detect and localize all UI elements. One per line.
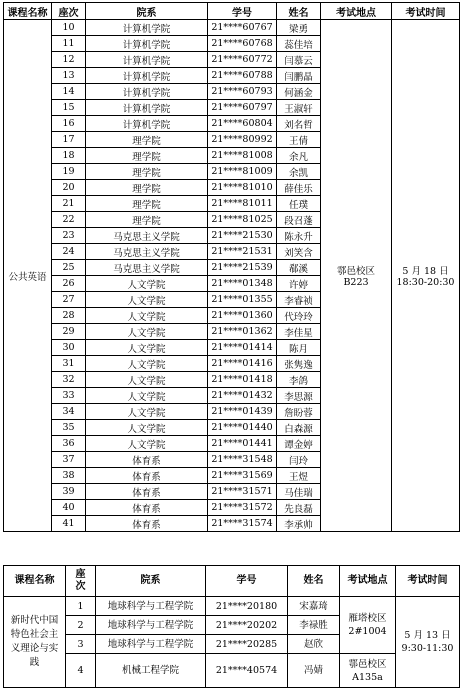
department-cell: 计算机学院	[86, 36, 208, 52]
student-id-cell: 21****31569	[208, 468, 277, 484]
seat-cell: 28	[52, 308, 86, 324]
student-id-cell: 21****21539	[208, 260, 277, 276]
department-cell: 人文学院	[86, 372, 208, 388]
seat-cell: 16	[52, 116, 86, 132]
student-name-cell: 张隽逸	[277, 356, 321, 372]
seat-cell: 40	[52, 500, 86, 516]
student-id-cell: 21****81025	[208, 212, 277, 228]
student-name-cell: 谭金婷	[277, 436, 321, 452]
seat-cell: 25	[52, 260, 86, 276]
student-name-cell: 李思源	[277, 388, 321, 404]
student-id-cell: 21****60793	[208, 84, 277, 100]
seat-cell: 36	[52, 436, 86, 452]
student-name-cell: 刘名哲	[277, 116, 321, 132]
student-id-cell: 21****31572	[208, 500, 277, 516]
seat-cell: 41	[52, 516, 86, 532]
department-cell: 计算机学院	[86, 116, 208, 132]
department-cell: 马克思主义学院	[86, 244, 208, 260]
seat-cell: 35	[52, 420, 86, 436]
student-id-cell: 21****40574	[206, 654, 288, 688]
seat-cell: 21	[52, 196, 86, 212]
student-name-cell: 余凯	[277, 164, 321, 180]
student-name-cell: 闫玲	[277, 452, 321, 468]
seat-cell: 31	[52, 356, 86, 372]
department-cell: 计算机学院	[86, 20, 208, 36]
department-cell: 体育系	[86, 452, 208, 468]
student-id-cell: 21****60804	[208, 116, 277, 132]
student-name-cell: 冯婧	[288, 654, 340, 688]
department-cell: 人文学院	[86, 356, 208, 372]
location-cell: 雁塔校区 2#1004	[340, 597, 396, 654]
student-name-cell: 许婷	[277, 276, 321, 292]
seat-cell: 3	[66, 635, 96, 654]
header-course: 课程名称	[4, 3, 52, 20]
student-name-cell: 薛佳乐	[277, 180, 321, 196]
student-id-cell: 21****81009	[208, 164, 277, 180]
student-id-cell: 21****01355	[208, 292, 277, 308]
exam-seating-table-english	[3, 2, 460, 532]
student-id-cell: 21****01416	[208, 356, 277, 372]
seat-cell: 29	[52, 324, 86, 340]
header-student-id: 学号	[206, 566, 288, 597]
seat-cell: 4	[66, 654, 96, 688]
table-row	[4, 20, 460, 36]
seat-cell: 10	[52, 20, 86, 36]
seat-cell: 22	[52, 212, 86, 228]
student-name-cell: 余凡	[277, 148, 321, 164]
seat-cell: 17	[52, 132, 86, 148]
department-cell: 理学院	[86, 148, 208, 164]
student-id-cell: 21****20180	[206, 597, 288, 616]
department-cell: 计算机学院	[86, 52, 208, 68]
department-cell: 马克思主义学院	[86, 228, 208, 244]
student-name-cell: 蕊佳培	[277, 36, 321, 52]
student-name-cell: 刘笑含	[277, 244, 321, 260]
student-name-cell: 段召蓬	[277, 212, 321, 228]
seat-cell: 12	[52, 52, 86, 68]
department-cell: 人文学院	[86, 420, 208, 436]
student-name-cell: 李鸽	[277, 372, 321, 388]
department-cell: 计算机学院	[86, 68, 208, 84]
student-id-cell: 21****60767	[208, 20, 277, 36]
student-id-cell: 21****01414	[208, 340, 277, 356]
student-id-cell: 21****01440	[208, 420, 277, 436]
department-cell: 人文学院	[86, 276, 208, 292]
student-name-cell: 陈月	[277, 340, 321, 356]
department-cell: 马克思主义学院	[86, 260, 208, 276]
department-cell: 体育系	[86, 468, 208, 484]
department-cell: 理学院	[86, 180, 208, 196]
header-department: 院系	[96, 566, 206, 597]
seat-cell: 15	[52, 100, 86, 116]
time-cell: 5 月 13 日 9:30-11:30	[396, 597, 460, 688]
header-location: 考试地点	[321, 3, 392, 20]
seat-cell: 38	[52, 468, 86, 484]
seat-cell: 24	[52, 244, 86, 260]
student-name-cell: 宋嘉琦	[288, 597, 340, 616]
student-id-cell: 21****01418	[208, 372, 277, 388]
department-cell: 人文学院	[86, 404, 208, 420]
table-header-row	[4, 3, 460, 20]
location-cell: 鄠邑校区 B223	[321, 20, 392, 532]
student-name-cell: 马佳瑞	[277, 484, 321, 500]
location-cell: 鄠邑校区 A135a	[340, 654, 396, 688]
seat-cell: 33	[52, 388, 86, 404]
student-id-cell: 21****60768	[208, 36, 277, 52]
header-course: 课程名称	[4, 566, 66, 597]
student-id-cell: 21****20202	[206, 616, 288, 635]
department-cell: 地球科学与工程学院	[96, 616, 206, 635]
seat-cell: 32	[52, 372, 86, 388]
department-cell: 人文学院	[86, 436, 208, 452]
seat-cell: 13	[52, 68, 86, 84]
student-name-cell: 李睿祯	[277, 292, 321, 308]
course-name-cell: 公共英语	[4, 20, 52, 532]
student-id-cell: 21****31571	[208, 484, 277, 500]
header-seat: 座次	[66, 566, 96, 597]
seat-cell: 19	[52, 164, 86, 180]
student-id-cell: 21****31548	[208, 452, 277, 468]
student-name-cell: 闫鹏晶	[277, 68, 321, 84]
student-id-cell: 21****60788	[208, 68, 277, 84]
department-cell: 机械工程学院	[96, 654, 206, 688]
student-id-cell: 21****21531	[208, 244, 277, 260]
student-id-cell: 21****20285	[206, 635, 288, 654]
time-cell: 5 月 18 日 18:30-20:30	[392, 20, 460, 532]
student-id-cell: 21****01360	[208, 308, 277, 324]
seat-cell: 2	[66, 616, 96, 635]
student-id-cell: 21****01439	[208, 404, 277, 420]
seat-cell: 20	[52, 180, 86, 196]
student-name-cell: 王淑轩	[277, 100, 321, 116]
seat-cell: 11	[52, 36, 86, 52]
department-cell: 计算机学院	[86, 100, 208, 116]
student-name-cell: 何涵金	[277, 84, 321, 100]
student-id-cell: 21****01441	[208, 436, 277, 452]
student-id-cell: 21****21530	[208, 228, 277, 244]
student-name-cell: 赵欣	[288, 635, 340, 654]
student-name-cell: 郗溪	[277, 260, 321, 276]
student-name-cell: 梁勇	[277, 20, 321, 36]
header-name: 姓名	[288, 566, 340, 597]
student-id-cell: 21****01432	[208, 388, 277, 404]
department-cell: 理学院	[86, 132, 208, 148]
seat-cell: 30	[52, 340, 86, 356]
department-cell: 人文学院	[86, 324, 208, 340]
department-cell: 体育系	[86, 516, 208, 532]
seat-cell: 27	[52, 292, 86, 308]
header-department: 院系	[86, 3, 208, 20]
student-id-cell: 21****60772	[208, 52, 277, 68]
student-name-cell: 先良磊	[277, 500, 321, 516]
seat-cell: 34	[52, 404, 86, 420]
seat-cell: 39	[52, 484, 86, 500]
student-name-cell: 代玲玲	[277, 308, 321, 324]
department-cell: 体育系	[86, 500, 208, 516]
student-id-cell: 21****60797	[208, 100, 277, 116]
header-student-id: 学号	[208, 3, 277, 20]
student-name-cell: 李禄胜	[288, 616, 340, 635]
student-name-cell: 王倩	[277, 132, 321, 148]
student-id-cell: 21****01348	[208, 276, 277, 292]
student-id-cell: 21****81010	[208, 180, 277, 196]
table-row	[4, 597, 460, 616]
seat-cell: 14	[52, 84, 86, 100]
table-row	[4, 654, 460, 688]
department-cell: 理学院	[86, 196, 208, 212]
exam-seating-table-ideology	[3, 565, 460, 688]
student-name-cell: 陈永升	[277, 228, 321, 244]
student-id-cell: 21****31574	[208, 516, 277, 532]
seat-cell: 26	[52, 276, 86, 292]
header-seat: 座次	[52, 3, 86, 20]
header-time: 考试时间	[392, 3, 460, 20]
student-id-cell: 21****81008	[208, 148, 277, 164]
student-name-cell: 闫慕云	[277, 52, 321, 68]
seat-cell: 37	[52, 452, 86, 468]
student-name-cell: 詹盼蓉	[277, 404, 321, 420]
seat-cell: 18	[52, 148, 86, 164]
department-cell: 人文学院	[86, 308, 208, 324]
seat-cell: 1	[66, 597, 96, 616]
student-id-cell: 21****81011	[208, 196, 277, 212]
header-name: 姓名	[277, 3, 321, 20]
department-cell: 人文学院	[86, 292, 208, 308]
student-id-cell: 21****80992	[208, 132, 277, 148]
department-cell: 地球科学与工程学院	[96, 597, 206, 616]
department-cell: 体育系	[86, 484, 208, 500]
department-cell: 人文学院	[86, 388, 208, 404]
student-id-cell: 21****01362	[208, 324, 277, 340]
department-cell: 理学院	[86, 164, 208, 180]
student-name-cell: 李佳星	[277, 324, 321, 340]
header-time: 考试时间	[396, 566, 460, 597]
student-name-cell: 白森源	[277, 420, 321, 436]
department-cell: 理学院	[86, 212, 208, 228]
course-name-cell: 新时代中国 特色社会主 义理论与实 践	[4, 597, 66, 688]
student-name-cell: 任璞	[277, 196, 321, 212]
student-name-cell: 王煜	[277, 468, 321, 484]
table-header-row	[4, 566, 460, 597]
student-name-cell: 李承帅	[277, 516, 321, 532]
department-cell: 地球科学与工程学院	[96, 635, 206, 654]
seat-cell: 23	[52, 228, 86, 244]
department-cell: 人文学院	[86, 340, 208, 356]
department-cell: 计算机学院	[86, 84, 208, 100]
header-location: 考试地点	[340, 566, 396, 597]
